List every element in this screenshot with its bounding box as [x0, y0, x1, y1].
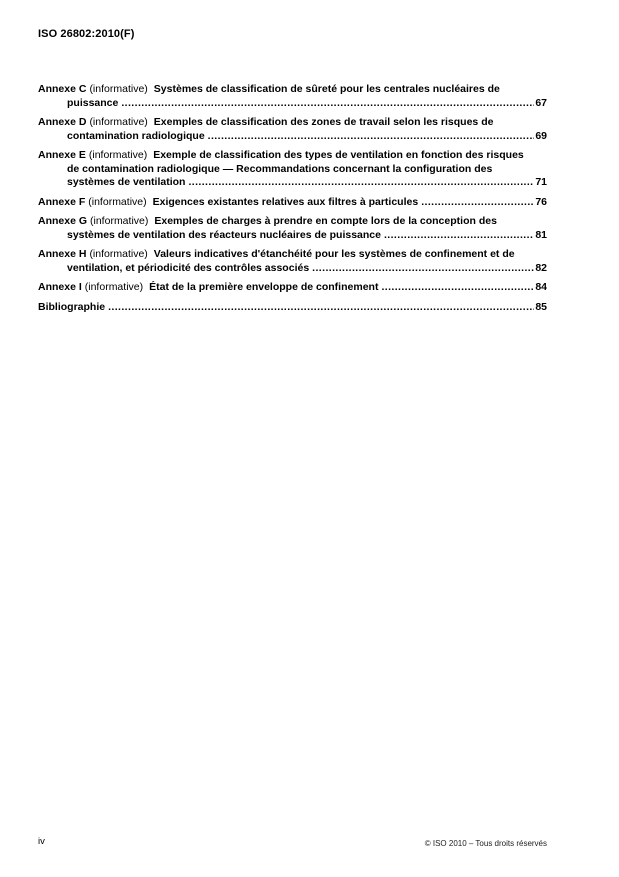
toc-entry-last-line: [38, 262, 547, 276]
toc-entry-first-line: [38, 116, 547, 130]
page-ref: 81: [535, 228, 547, 241]
informative-tag: (informative): [88, 195, 147, 208]
dot-leader: [384, 229, 534, 243]
dot-leader: [381, 281, 534, 295]
toc-entry-annexe-f: [38, 196, 547, 210]
toc-entry-annexe-h: [38, 248, 547, 275]
toc-entry-annexe-e: [38, 149, 547, 190]
entry-title-line: de contamination radiologique — Recommandations concernant la configuration des: [67, 162, 493, 175]
informative-tag: (informative): [89, 116, 148, 128]
page-ref: 84: [535, 281, 547, 293]
page-ref: 82: [535, 261, 547, 274]
annex-label: Annexe G: [38, 215, 88, 227]
informative-tag: (informative): [84, 281, 144, 293]
annex-label: Annexe H: [38, 248, 87, 260]
toc-entry-first-line: [38, 248, 547, 262]
informative-tag: (informative): [90, 215, 149, 227]
entry-title-line: Exigences existantes relatives aux filtres à particules: [152, 195, 419, 208]
entry-title-line: systèmes de ventilation: [67, 176, 186, 188]
toc-entry-first-line: [38, 83, 547, 97]
page-ref: 85: [535, 300, 547, 313]
page-ref: 71: [535, 176, 547, 188]
annex-label: Annexe F: [38, 195, 86, 208]
dot-leader: [188, 176, 534, 190]
toc-entry-first-line: [38, 149, 547, 163]
page-ref: 69: [535, 129, 547, 142]
toc-entry-bibliographie: [38, 301, 547, 315]
toc-entry-last-line: [38, 97, 547, 111]
annex-label: Annexe C: [38, 83, 87, 95]
entry-title-line: Systèmes de classification de sûreté pour les centrales nucléaires de: [153, 83, 500, 95]
table-of-contents: [38, 83, 547, 320]
entry-title-line: Exemples de charges à prendre en compte lors de la conception des: [154, 215, 497, 227]
toc-entry-first-line: [38, 215, 547, 229]
dot-leader: [208, 130, 535, 144]
annex-label: Annexe I: [38, 281, 82, 293]
informative-tag: (informative): [88, 149, 148, 161]
entry-title-line: Exemple de classification des types de ventilation en fonction des risques: [153, 149, 524, 161]
dot-leader: [421, 196, 534, 210]
toc-entry-annexe-d: [38, 116, 547, 143]
entry-title-line: systèmes de ventilation des réacteurs nucléaires de puissance: [67, 228, 381, 241]
informative-tag: (informative): [89, 83, 148, 95]
page-ref: 76: [535, 195, 547, 208]
entry-title-line: État de la première enveloppe de confinement: [149, 281, 379, 293]
toc-entry-last-line: [38, 176, 547, 190]
toc-entry-annexe-i: [38, 281, 547, 295]
toc-entry-last-line: [38, 229, 547, 243]
toc-entry-last-line: [38, 301, 547, 315]
dot-leader: [121, 97, 534, 111]
entry-title-line: ventilation, et périodicité des contrôles associés: [67, 261, 310, 274]
entry-title-line: Valeurs indicatives d'étanchéité pour les systèmes de confinement et de: [153, 248, 515, 260]
toc-entry-middle-line: [38, 163, 547, 177]
informative-tag: (informative): [89, 248, 148, 260]
bibliography-label: Bibliographie: [38, 300, 106, 313]
footer-copyright: © ISO 2010 – Tous droits réservés: [424, 839, 547, 848]
toc-entry-last-line: [38, 281, 547, 295]
annex-label: Annexe D: [38, 116, 87, 128]
page-ref: 67: [535, 96, 547, 109]
dot-leader: [108, 301, 534, 315]
toc-entry-last-line: [38, 196, 547, 210]
page-header-title: ISO 26802:2010(F): [38, 28, 135, 40]
toc-entry-last-line: [38, 130, 547, 144]
toc-entry-annexe-c: [38, 83, 547, 110]
toc-entry-annexe-g: [38, 215, 547, 242]
annex-label: Annexe E: [38, 149, 86, 161]
entry-title-line: Exemples de classification des zones de travail selon les risques de: [153, 116, 494, 128]
dot-leader: [312, 262, 534, 276]
footer-page-number: iv: [38, 836, 45, 847]
entry-title-line: puissance: [67, 96, 119, 109]
entry-title-line: contamination radiologique: [67, 129, 205, 142]
